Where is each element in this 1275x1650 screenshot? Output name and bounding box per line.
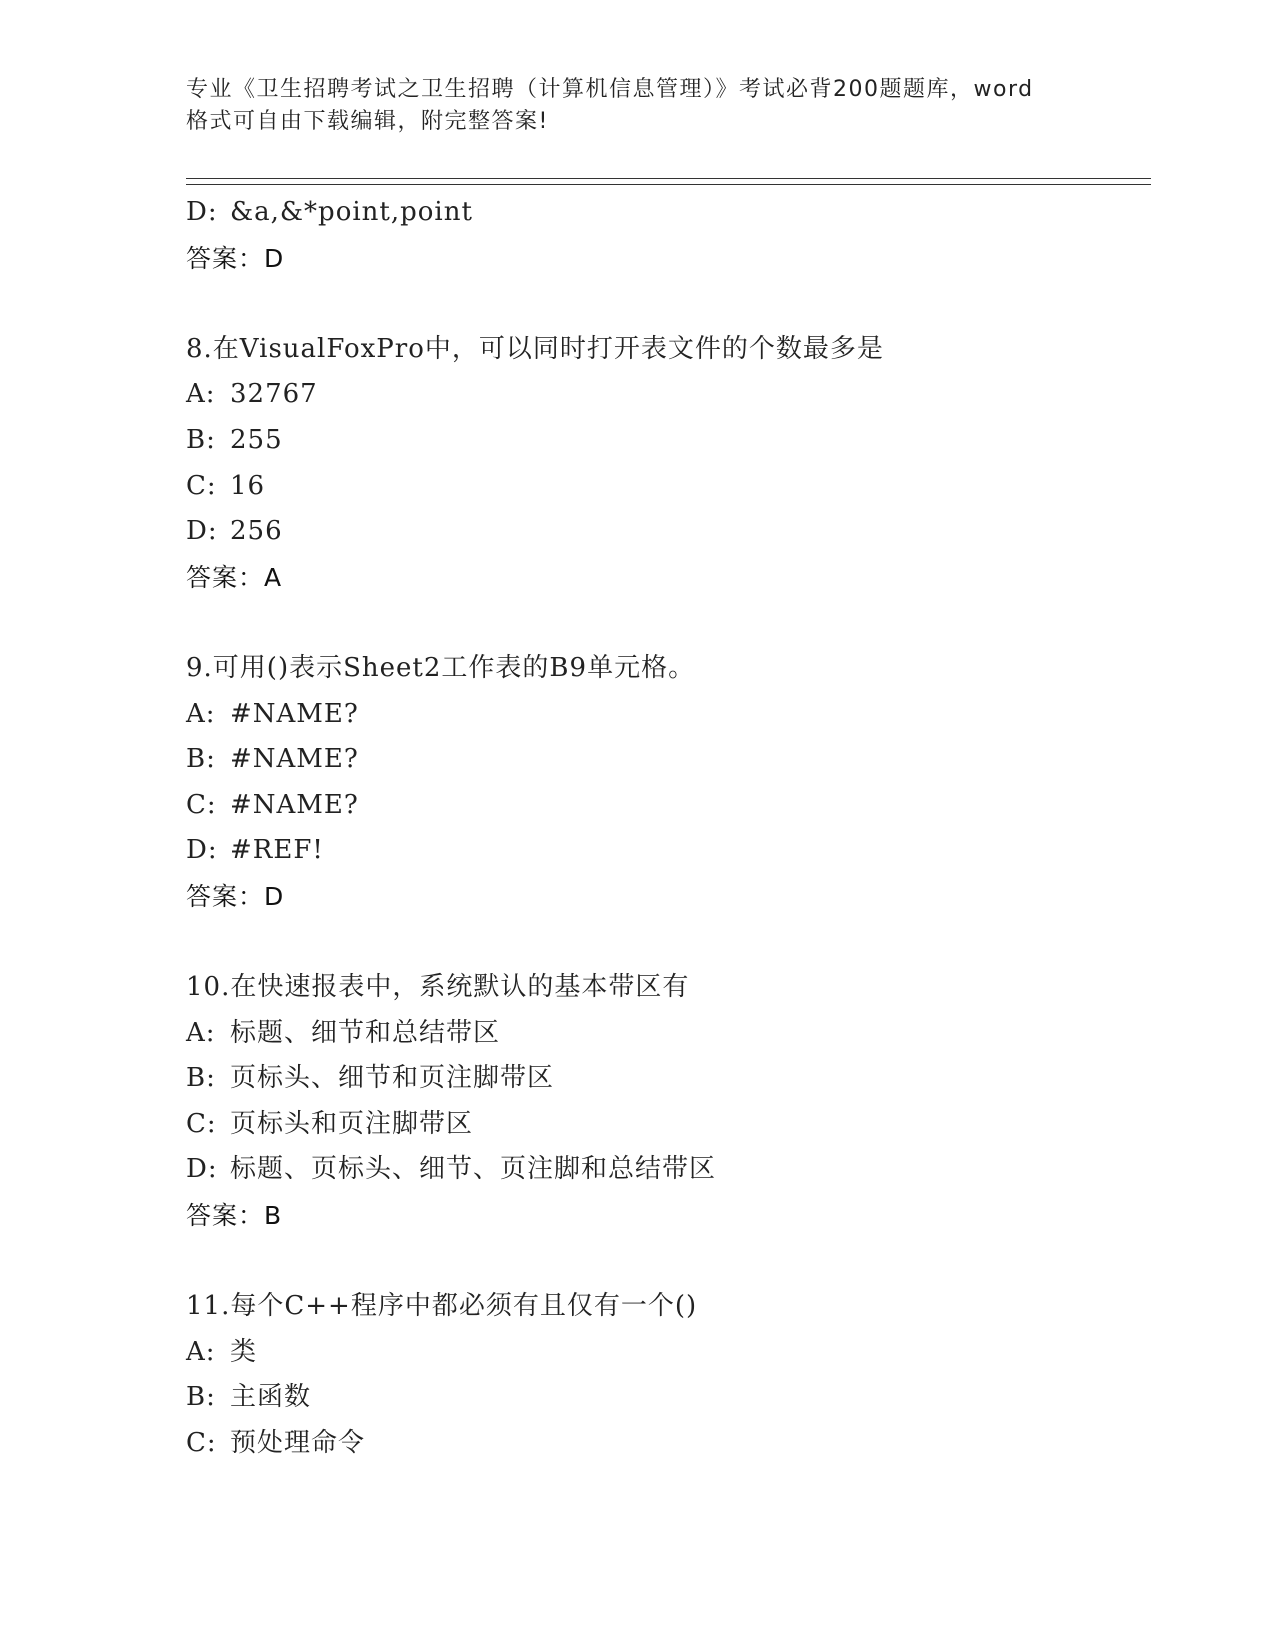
option-d [186,1147,1146,1193]
option-label: B: [186,1382,216,1413]
option-label: A: [186,379,216,410]
answer-line: 答案：D [186,881,285,911]
option-c [186,783,1146,829]
option-label: A: [186,1336,216,1367]
option-d [186,509,1146,555]
option-text: 预处理命令 [230,1428,366,1459]
option-text: 标题、细节和总结带区 [230,1017,501,1048]
option-a [186,692,1146,738]
header-divider-bottom [186,184,1151,185]
header-divider-top [186,178,1151,179]
option-text: 256 [230,516,283,547]
option-b [186,1375,1146,1421]
option-label: B: [186,744,216,775]
option-text: #NAME? [230,744,359,775]
option-text: 标题、页标头、细节、页注脚和总结带区 [230,1154,717,1185]
spacer [186,1239,1146,1285]
option-label: B: [186,1063,216,1094]
option-b [186,418,1146,464]
option-c [186,464,1146,510]
question-stem: 9.可用()表示Sheet2工作表的B9单元格。 [186,652,696,683]
option-b [186,737,1146,783]
option-text: 16 [230,470,266,501]
option-text: #REF! [230,835,324,866]
spacer [186,920,1146,966]
option-b [186,1056,1146,1102]
question-stem: 10.在快速报表中，系统默认的基本带区有 [186,972,690,1003]
option-d [186,190,1146,236]
option-text: 类 [230,1336,258,1367]
option-label: C: [186,1108,217,1139]
option-label: D: [186,516,218,547]
answer-line: 答案：A [186,562,283,592]
option-text: 主函数 [230,1382,312,1413]
spacer [186,600,1146,646]
answer-line: 答案：B [186,1201,283,1231]
option-label: D: [186,197,218,227]
option-d [186,828,1146,874]
option-a [186,1011,1146,1057]
option-label: C: [186,470,217,501]
question-stem: 8.在VisualFoxPro中，可以同时打开表文件的个数最多是 [186,333,884,364]
option-label: D: [186,835,218,866]
option-a [186,372,1146,418]
option-label: A: [186,1017,216,1048]
header-line-2: 格式可自由下载编辑，附完整答案! [186,109,549,134]
question-list [186,190,1146,1467]
option-label: C: [186,789,217,820]
option-label: B: [186,424,216,455]
option-text: 32767 [230,379,318,410]
option-a [186,1330,1146,1376]
option-text: &a,&*point,point [230,197,473,227]
option-text: #NAME? [230,698,359,729]
option-label: A: [186,698,216,729]
header-line-1: 专业《卫生招聘考试之卫生招聘（计算机信息管理）》考试必背200题题库，word [186,77,1034,102]
option-text: #NAME? [230,789,359,820]
spacer [186,281,1146,327]
option-text: 255 [230,424,283,455]
option-c [186,1421,1146,1467]
question-stem: 11.每个C++程序中都必须有且仅有一个() [186,1291,698,1322]
option-c [186,1102,1146,1148]
option-text: 页标头、细节和页注脚带区 [230,1063,555,1094]
option-label: C: [186,1428,217,1459]
option-text: 页标头和页注脚带区 [230,1108,474,1139]
answer-line: 答案：D [186,243,285,273]
document-header [186,74,1086,138]
option-label: D: [186,1154,218,1185]
